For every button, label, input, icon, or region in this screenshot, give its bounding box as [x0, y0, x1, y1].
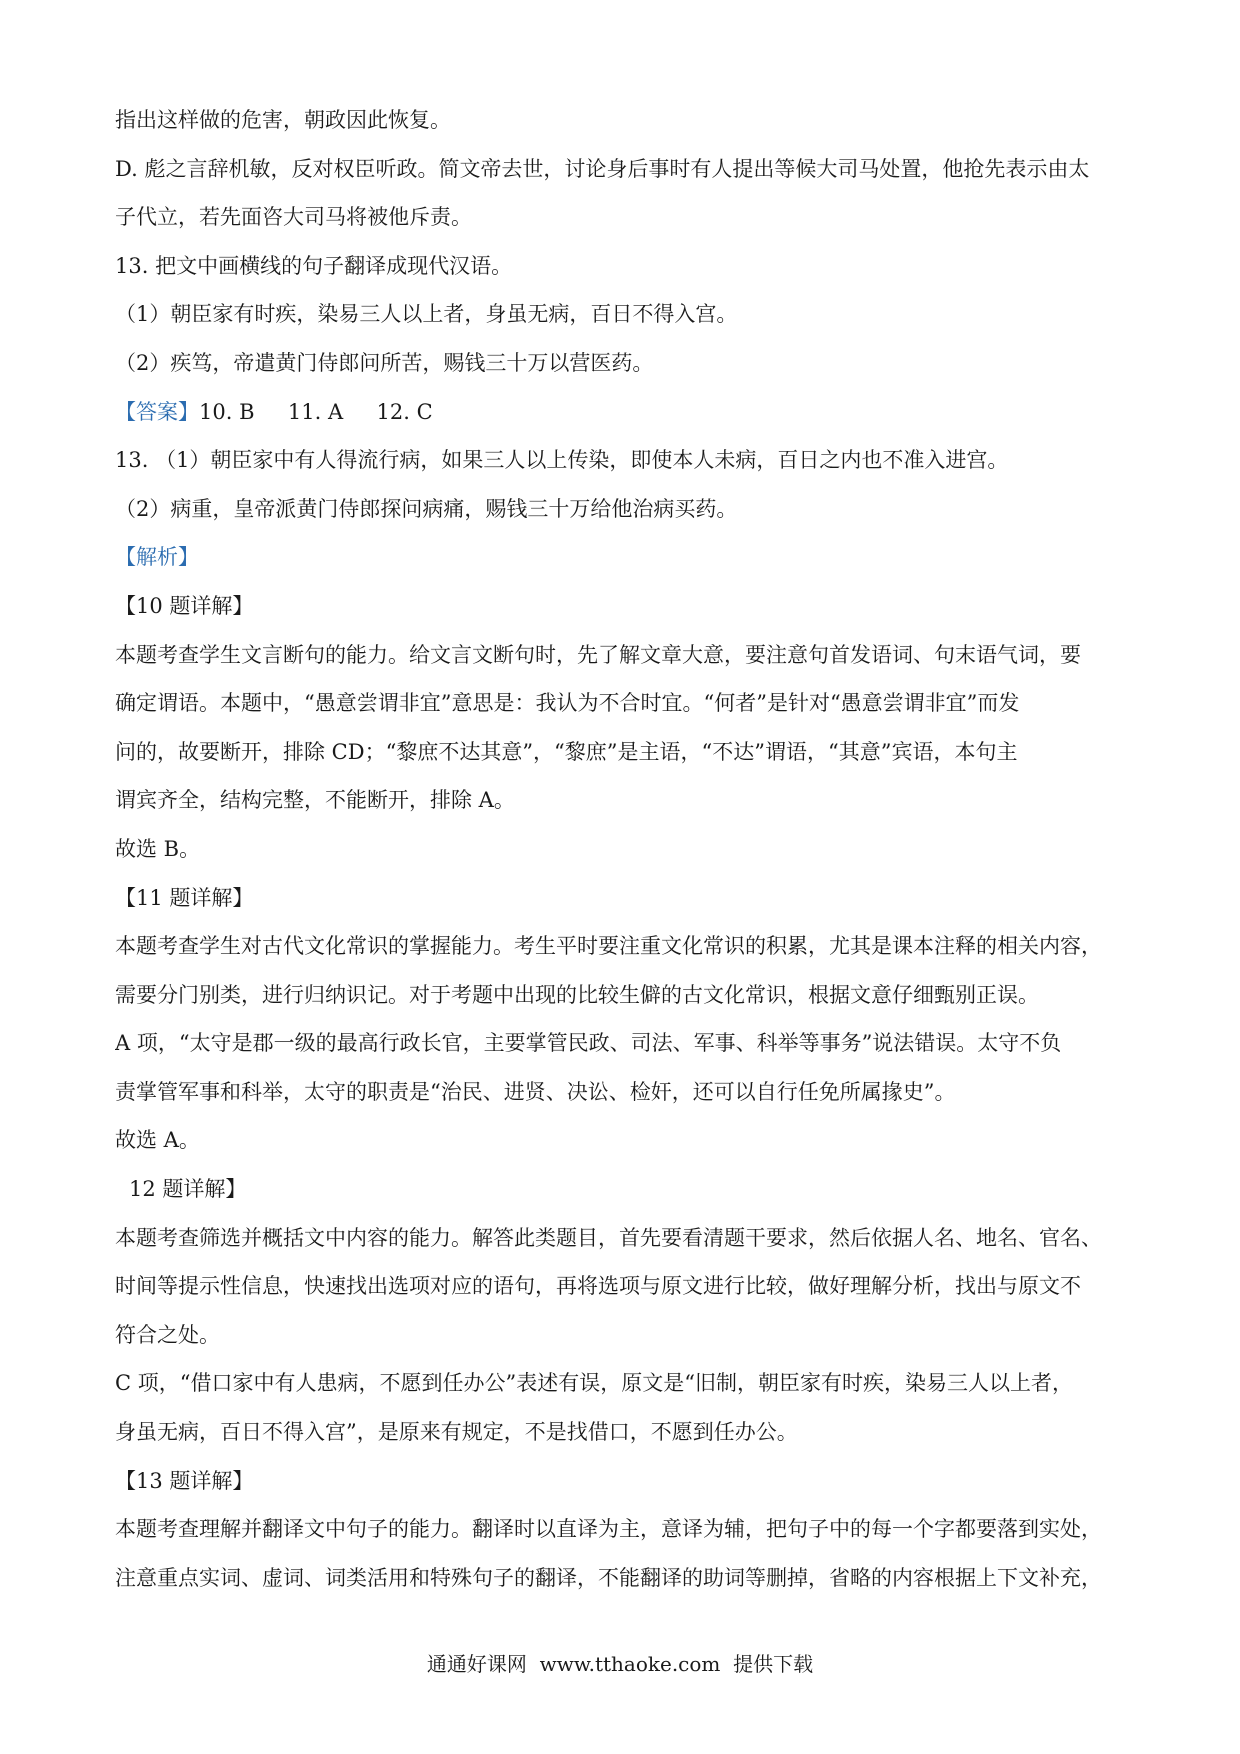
q10-text-line: 问的，故要断开，排除 CD；“黎庶不达其意”，“黎庶”是主语，“不达”谓语，“其意”宾语，本句主 [115, 739, 1018, 764]
q12-text-line: 本题考查筛选并概括文中内容的能力。解答此类题目，首先要看清题干要求，然后依据人名、地名、官名、 [115, 1225, 1102, 1250]
q10-conclusion: 故选 B。 [115, 836, 201, 861]
question-13-item-1: （1）朝臣家有时疾，染易三人以上者，身虽无病，百日不得入宫。 [115, 302, 738, 327]
q13-text-line: 注意重点实词、虚词、词类活用和特殊句子的翻译，不能翻译的助词等删掉，省略的内容根据上下文补充， [115, 1565, 1102, 1590]
answer-tag: 【答案】 [115, 399, 199, 424]
option-d-line-1: D. 彪之言辞机敏，反对权臣听政。简文帝去世，讨论身后事时有人提出等候大司马处置，他抢先表示由太 [115, 156, 1090, 181]
answer-13-item-2: （2）病重，皇帝派黄门侍郎探问病痛，赐钱三十万给他治病买药。 [115, 496, 738, 521]
question-13-item-2: （2）疾笃，帝遣黄门侍郎问所苦，赐钱三十万以营医药。 [115, 350, 654, 375]
q11-text-line: A 项，“太守是郡一级的最高行政长官，主要掌管民政、司法、军事、科举等事务”说法错误。太守不负 [115, 1031, 1062, 1056]
answer-13-item-1: 13. （1）朝臣家中有人得流行病，如果三人以上传染，即使本人未病，百日之内也不准入进宫。 [115, 448, 1009, 473]
q12-heading: 12 题详解】 [129, 1177, 247, 1202]
q12-text-line: C 项，“借口家中有人患病，不愿到任办公”表述有误，原文是“旧制，朝臣家有时疾，染易三人以上者， [115, 1371, 1073, 1396]
q10-heading: 【10 题详解】 [115, 593, 254, 618]
q10-text-line: 确定谓语。本题中，“愚意尝谓非宜”意思是：我认为不合时宜。“何者”是针对“愚意尝谓非宜”而发 [115, 691, 1020, 716]
q11-heading: 【11 题详解】 [115, 885, 254, 910]
q12-text-line: 符合之处。 [115, 1322, 220, 1347]
option-d-line-2: 子代立，若先面咨大司马将被他斥责。 [115, 205, 472, 230]
q13-text-line: 本题考查理解并翻译文中句子的能力。翻译时以直译为主，意译为辅，把句子中的每一个字都要落到实处， [115, 1517, 1102, 1542]
q11-text-line: 本题考查学生对古代文化常识的掌握能力。考生平时要注重文化常识的积累，尤其是课本注释的相关内容， [115, 934, 1102, 959]
answer-line [115, 388, 1125, 437]
question-13-prompt: 13. 把文中画横线的句子翻译成现代汉语。 [115, 253, 513, 278]
q10-text-line: 谓宾齐全，结构完整，不能断开，排除 A。 [115, 788, 515, 813]
q12-text-line: 身虽无病，百日不得入宫”，是原来有规定，不是找借口，不愿到任办公。 [115, 1420, 798, 1445]
q12-text-line: 时间等提示性信息，快速找出选项对应的语句，再将选项与原文进行比较，做好理解分析，找出与原文不 [115, 1274, 1081, 1299]
q11-conclusion: 故选 A。 [115, 1128, 200, 1153]
q11-text-line: 责掌管军事和科举，太守的职责是“治民、进贤、决讼、检奸，还可以自行任免所属掾史”。 [115, 1079, 956, 1104]
q13-heading: 【13 题详解】 [115, 1468, 254, 1493]
page-footer: 通通好课网 www.tthaoke.com 提供下载 [426, 1652, 814, 1676]
analysis-tag: 【解析】 [115, 545, 199, 570]
answer-values: 10. B 11. A 12. C [199, 399, 433, 424]
q10-text-line: 本题考查学生文言断句的能力。给文言文断句时，先了解文章大意，要注意句首发语词、句末语气词，要 [115, 642, 1081, 667]
q11-text-line: 需要分门别类，进行归纳识记。对于考题中出现的比较生僻的古文化常识，根据文意仔细甄别正误。 [115, 982, 1039, 1007]
document-page [115, 96, 1125, 1602]
text-line: 指出这样做的危害，朝政因此恢复。 [115, 108, 451, 132]
